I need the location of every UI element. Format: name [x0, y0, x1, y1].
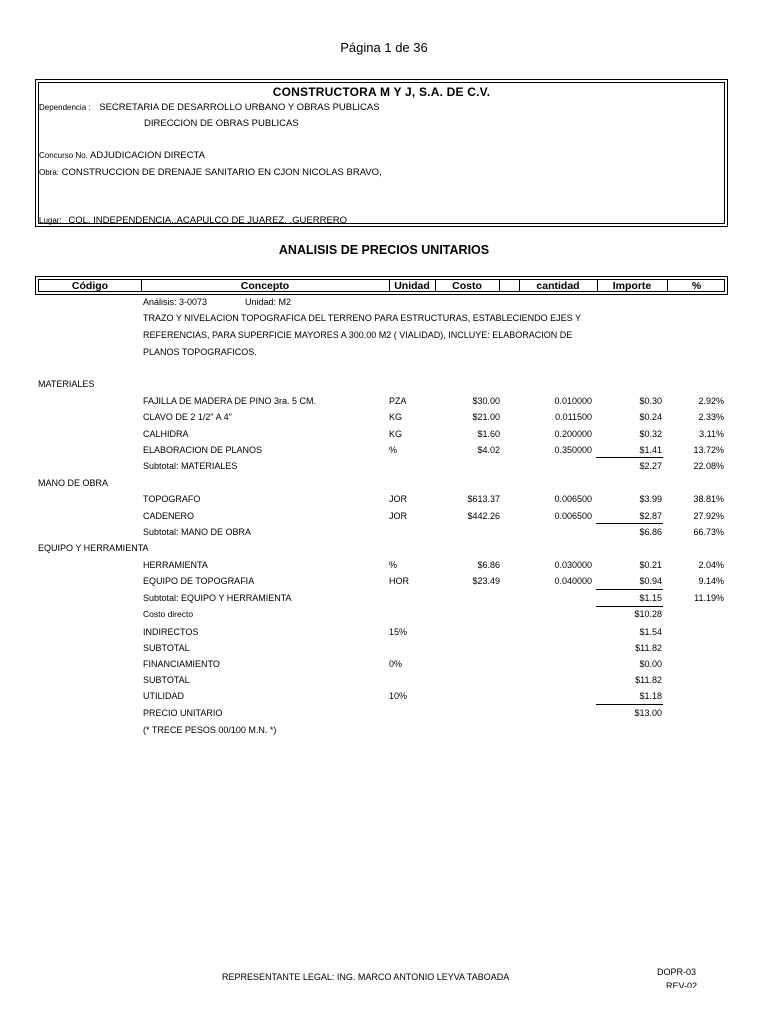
row-importe: $0.21 [639, 560, 662, 570]
obra-line [39, 167, 382, 178]
subtotal-rule [596, 589, 663, 590]
totals-label: SUBTOTAL [143, 643, 190, 653]
row-costo: $6.86 [477, 560, 500, 570]
row-cantidad: 0.011500 [555, 412, 592, 422]
row-concepto: EQUIPO DE TOPOGRAFIA [143, 576, 255, 586]
totals-label: Costo directo [143, 609, 194, 619]
analysis-description-3: PLANOS TOPOGRAFICOS. [143, 347, 257, 357]
row-pct: 27.92% [693, 511, 724, 521]
row-unidad: PZA [389, 396, 407, 406]
row-unidad: HOR [389, 576, 409, 586]
form-code: DOPR-03 [657, 967, 697, 977]
row-unidad: KG [389, 412, 403, 422]
subtotal-label: Subtotal: MANO DE OBRA [143, 527, 252, 537]
row-concepto: ELABORACION DE PLANOS [143, 445, 263, 455]
totals-label: INDIRECTOS [143, 627, 199, 637]
totals-importe: $11.82 [635, 675, 662, 685]
row-unidad: KG [389, 429, 403, 439]
row-costo: $1.60 [477, 429, 500, 439]
subtotal-rule [596, 457, 663, 458]
subtotal-label: Subtotal: MATERIALES [143, 461, 238, 471]
lugar-line [39, 215, 347, 226]
dependencia-value-2: DIRECCION DE OBRAS PUBLICAS [144, 118, 299, 129]
subtotal-pct: 66.73% [693, 527, 724, 537]
row-concepto: CADENERO [143, 511, 195, 521]
header-box [35, 79, 728, 227]
totals-importe: $11.82 [635, 643, 662, 653]
totals-importe: $1.18 [639, 691, 662, 701]
totals-rule [596, 606, 663, 607]
row-importe: $0.32 [639, 429, 662, 439]
analysis-description-2: REFERENCIAS, PARA SUPERFICIE MAYORES A 300.00 M2 ( VIALIDAD), INCLUYE: ELABORACION DE [143, 330, 573, 340]
concurso-label: Concurso No. [39, 151, 88, 160]
col-importe: Importe [612, 280, 652, 292]
document-title: ANALISIS DE PRECIOS UNITARIOS [278, 243, 490, 257]
section-title-equipo: EQUIPO Y HERRAMIENTA [38, 543, 149, 553]
row-cantidad: 0.006500 [554, 511, 592, 521]
row-pct: 38.81% [693, 494, 724, 504]
col-pct: % [691, 280, 702, 292]
col-costo: Costo [452, 280, 482, 292]
col-codigo: Código [71, 280, 109, 292]
row-costo: $613.37 [467, 494, 500, 504]
row-cantidad: 0.006500 [554, 494, 592, 504]
amount-in-words: (* TRECE PESOS 00/100 M.N. *) [143, 725, 277, 735]
lugar-value: COL. INDEPENDENCIA,,ACAPULCO DE JUAREZ, ,GUERRERO [68, 215, 348, 226]
totals-rate: 0% [389, 659, 403, 669]
form-revision: REV-02 [666, 981, 698, 988]
subtotal-importe: $6.86 [639, 527, 662, 537]
row-pct: 13.72% [693, 445, 724, 455]
page-number: Página 1 de 36 [340, 40, 428, 55]
row-importe: $1.41 [639, 445, 662, 455]
row-concepto: CALHIDRA [143, 429, 189, 439]
totals-importe: $10.28 [634, 609, 662, 619]
row-importe: $2.87 [639, 511, 662, 521]
section-title-mano-de-obra: MANO DE OBRA [38, 478, 109, 488]
row-cantidad: 0.350000 [554, 445, 592, 455]
obra-value: CONSTRUCCION DE DRENAJE SANITARIO EN CJON NICOLAS BRAVO, [61, 167, 382, 178]
precio-unitario-rule [596, 704, 663, 705]
totals-importe: $1.54 [639, 627, 662, 637]
subtotal-rule [596, 523, 663, 524]
row-pct: 9.14% [698, 576, 724, 586]
concurso-value: ADJUDICACION DIRECTA [90, 150, 205, 161]
precio-unitario-label: PRECIO UNITARIO [143, 708, 223, 718]
dependencia-line [39, 102, 380, 113]
row-unidad: % [389, 560, 398, 570]
subtotal-pct: 22.08% [693, 461, 724, 471]
row-costo: $4.02 [477, 445, 500, 455]
row-importe: $0.24 [639, 412, 662, 422]
totals-rate: 10% [389, 691, 408, 701]
dependencia-value-1: SECRETARIA DE DESARROLLO URBANO Y OBRAS PUBLICAS [99, 102, 380, 113]
row-unidad: JOR [389, 494, 407, 504]
subtotal-pct: 11.19% [694, 593, 724, 603]
lugar-label: Lugar: [39, 216, 62, 225]
row-costo: $23.49 [472, 576, 500, 586]
company-name: CONSTRUCTORA M Y J, S.A. DE C.V. [272, 85, 491, 99]
row-cantidad: 0.030000 [554, 560, 592, 570]
column-header [35, 276, 728, 295]
row-costo: $21.00 [472, 412, 500, 422]
row-pct: 3.11% [699, 429, 724, 439]
row-importe: $0.94 [639, 576, 662, 586]
row-cantidad: 0.010000 [554, 396, 592, 406]
row-costo: $30.00 [472, 396, 500, 406]
row-pct: 2.92% [698, 396, 724, 406]
row-cantidad: 0.200000 [554, 429, 592, 439]
concurso-line [39, 150, 205, 161]
subtotal-importe: $1.15 [639, 593, 662, 603]
subtotal-importe: $2.27 [639, 461, 662, 471]
row-importe: $3.99 [639, 494, 662, 504]
subtotal-label: Subtotal: EQUIPO Y HERRAMIENTA [143, 593, 292, 603]
legal-representative: REPRESENTANTE LEGAL: ING. MARCO ANTONIO LEYVA TABOADA [222, 972, 510, 982]
row-importe: $0.30 [639, 396, 662, 406]
row-concepto: TOPOGRAFO [143, 494, 201, 504]
row-concepto: HERRAMIENTA [143, 560, 208, 570]
col-cantidad: cantidad [536, 280, 580, 292]
row-cantidad: 0.040000 [554, 576, 592, 586]
row-pct: 2.33% [698, 412, 724, 422]
row-concepto: FAJILLA DE MADERA DE PINO 3ra. 5 CM. [143, 396, 317, 406]
dependencia-label: Dependencia : [39, 103, 91, 112]
analysis-number: Análisis: 3-0073 [143, 297, 208, 307]
col-unidad: Unidad [394, 280, 430, 292]
row-pct: 2.04% [698, 560, 724, 570]
totals-importe: $0.00 [639, 659, 662, 669]
analysis-description-1: TRAZO Y NIVELACION TOPOGRAFICA DEL TERRENO PARA ESTRUCTURAS, ESTABLECIENDO EJES Y [143, 313, 581, 323]
totals-label: FINANCIAMIENTO [143, 659, 220, 669]
row-costo: $442.26 [467, 511, 500, 521]
row-unidad: % [389, 445, 398, 455]
section-title-materiales: MATERIALES [38, 379, 95, 389]
obra-label: Obra: [39, 168, 60, 177]
analysis-unit: Unidad: M2 [245, 297, 292, 307]
totals-rate: 15% [389, 627, 408, 637]
totals-label: SUBTOTAL [143, 675, 190, 685]
totals-label: UTILIDAD [143, 691, 185, 701]
precio-unitario-value: $13.00 [634, 708, 662, 718]
row-unidad: JOR [389, 511, 407, 521]
row-concepto: CLAVO DE 2 1/2" A 4" [143, 412, 232, 422]
col-concepto: Concepto [240, 280, 290, 292]
